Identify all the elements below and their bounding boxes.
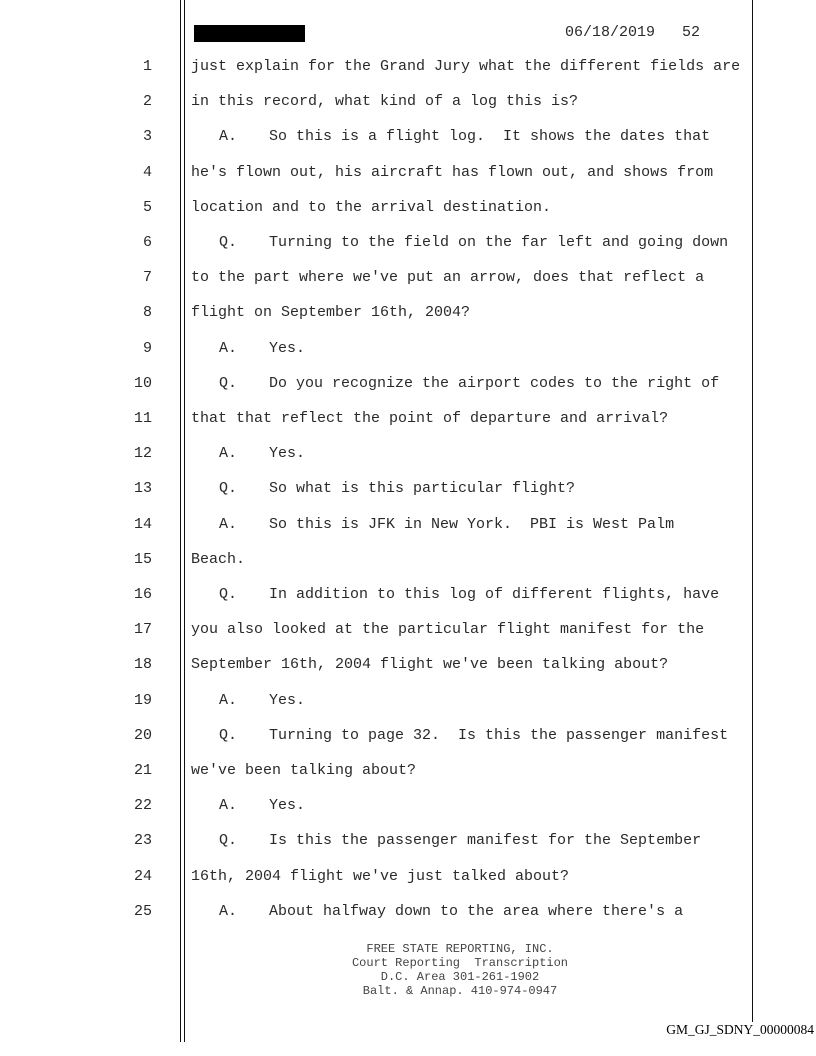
transcript-line bbox=[0, 655, 816, 675]
line-text bbox=[219, 796, 305, 816]
line-number: 3 bbox=[142, 128, 152, 146]
speaker-label: Q. bbox=[219, 374, 238, 392]
transcript-line bbox=[0, 268, 816, 288]
line-text bbox=[191, 57, 740, 77]
speaker-label: Q. bbox=[219, 586, 238, 603]
line-number: 7 bbox=[142, 269, 152, 287]
transcript-line bbox=[0, 303, 816, 323]
line-number: 13 bbox=[133, 480, 152, 498]
line-text bbox=[191, 867, 569, 887]
transcript-line bbox=[0, 339, 816, 359]
transcript-line bbox=[0, 92, 816, 112]
line-text bbox=[191, 620, 704, 640]
speaker-label: A. bbox=[219, 902, 238, 920]
line-content: Beach. bbox=[191, 550, 246, 568]
line-content: 16th, 2004 flight we've just talked about? bbox=[191, 867, 570, 885]
transcript-line bbox=[0, 585, 816, 605]
line-number: 19 bbox=[133, 691, 152, 709]
footer-dc-phone: D.C. Area 301-261-1902 bbox=[380, 970, 540, 984]
line-number: 18 bbox=[133, 656, 152, 674]
line-text bbox=[191, 268, 704, 288]
line-number: 8 bbox=[142, 304, 152, 322]
line-content: Yes. bbox=[269, 797, 306, 815]
line-text bbox=[191, 761, 416, 781]
line-number: 24 bbox=[133, 867, 152, 885]
line-number: 16 bbox=[133, 586, 152, 603]
line-number: 23 bbox=[133, 832, 152, 850]
transcript-line bbox=[0, 902, 816, 922]
line-number: 2 bbox=[142, 93, 152, 111]
transcript-line bbox=[0, 374, 816, 394]
line-text bbox=[219, 691, 305, 711]
line-number: 10 bbox=[133, 374, 152, 392]
line-content: to the part where we've put an arrow, does that reflect a bbox=[191, 269, 705, 287]
line-text bbox=[219, 339, 305, 359]
line-text bbox=[191, 550, 245, 570]
line-text bbox=[219, 233, 728, 253]
line-content: that that reflect the point of departure and arrival? bbox=[191, 410, 669, 427]
redaction-box bbox=[194, 25, 305, 42]
reporter-footer bbox=[260, 942, 660, 998]
line-number: 21 bbox=[133, 762, 152, 779]
line-text bbox=[219, 726, 728, 746]
line-content: September 16th, 2004 flight we've been talking about? bbox=[191, 656, 669, 674]
transcript-line bbox=[0, 761, 816, 781]
line-number: 6 bbox=[142, 234, 152, 251]
line-content: Yes. bbox=[269, 445, 306, 463]
transcript-line bbox=[0, 831, 816, 851]
transcript-line bbox=[0, 233, 816, 253]
speaker-label: Q. bbox=[219, 480, 238, 498]
transcript-line bbox=[0, 163, 816, 183]
line-text bbox=[219, 831, 701, 851]
line-text bbox=[191, 163, 713, 183]
line-content: Turning to page 32. Is this the passenger manifest bbox=[269, 726, 729, 744]
line-text bbox=[191, 409, 668, 429]
speaker-label: A. bbox=[219, 797, 238, 815]
line-content: In addition to this log of different flights, have bbox=[269, 586, 720, 603]
line-content: location and to the arrival destination. bbox=[191, 198, 552, 216]
line-content: Is this the passenger manifest for the September bbox=[269, 832, 702, 850]
transcript-line bbox=[0, 867, 816, 887]
line-number: 25 bbox=[133, 902, 152, 920]
footer-balt-phone: Balt. & Annap. 410-974-0947 bbox=[362, 984, 558, 998]
line-text bbox=[191, 303, 470, 323]
line-text bbox=[219, 515, 674, 535]
line-text bbox=[191, 655, 668, 675]
line-text bbox=[191, 92, 578, 112]
speaker-label: A. bbox=[219, 445, 238, 463]
transcript-line bbox=[0, 620, 816, 640]
speaker-label: Q. bbox=[219, 832, 238, 850]
line-text bbox=[219, 444, 305, 464]
line-number: 4 bbox=[142, 163, 152, 181]
line-number: 5 bbox=[142, 198, 152, 216]
line-content: Yes. bbox=[269, 691, 306, 709]
transcript-line bbox=[0, 691, 816, 711]
transcript-line bbox=[0, 796, 816, 816]
line-content: So this is a flight log. It shows the dates that bbox=[269, 128, 711, 146]
line-content: So this is JFK in New York. PBI is West Palm bbox=[269, 515, 675, 533]
speaker-label: A. bbox=[219, 128, 238, 146]
transcript-line bbox=[0, 198, 816, 218]
line-number: 17 bbox=[133, 621, 152, 639]
speaker-label: A. bbox=[219, 339, 238, 357]
transcript-line bbox=[0, 726, 816, 746]
line-number: 22 bbox=[133, 797, 152, 815]
speaker-label: A. bbox=[219, 515, 238, 533]
header-date: 06/18/2019 bbox=[565, 24, 656, 41]
line-content: Do you recognize the airport codes to the right of bbox=[269, 374, 720, 392]
line-text bbox=[219, 902, 683, 922]
transcript-line bbox=[0, 57, 816, 77]
line-number: 14 bbox=[133, 515, 152, 533]
transcript-line bbox=[0, 127, 816, 147]
transcript-line bbox=[0, 515, 816, 535]
line-content: Turning to the field on the far left and going down bbox=[269, 234, 729, 251]
footer-company: FREE STATE REPORTING, INC. bbox=[366, 942, 554, 956]
bates-number: GM_GJ_SDNY_00000084 bbox=[666, 1022, 814, 1037]
transcript-line bbox=[0, 479, 816, 499]
line-content: Yes. bbox=[269, 339, 306, 357]
speaker-label: A. bbox=[219, 691, 238, 709]
line-content: you also looked at the particular flight manifest for the bbox=[191, 621, 705, 639]
line-number: 12 bbox=[133, 445, 152, 463]
line-number: 20 bbox=[133, 726, 152, 744]
transcript-line bbox=[0, 409, 816, 429]
line-content: he's flown out, his aircraft has flown out, and shows from bbox=[191, 163, 714, 181]
transcript-line bbox=[0, 550, 816, 570]
line-text bbox=[219, 374, 719, 394]
header-page-number: 52 bbox=[682, 24, 701, 41]
line-number: 11 bbox=[133, 410, 152, 427]
line-number: 1 bbox=[142, 58, 152, 75]
speaker-label: Q. bbox=[219, 726, 238, 744]
line-number: 15 bbox=[133, 550, 152, 568]
line-content: So what is this particular flight? bbox=[269, 480, 576, 498]
line-content: About halfway down to the area where there's a bbox=[269, 902, 684, 920]
line-content: we've been talking about? bbox=[191, 762, 417, 779]
line-number: 9 bbox=[142, 339, 152, 357]
page-header bbox=[565, 24, 700, 41]
transcript-line bbox=[0, 444, 816, 464]
line-content: just explain for the Grand Jury what the different fields are bbox=[191, 58, 741, 75]
line-text bbox=[191, 198, 551, 218]
line-content: flight on September 16th, 2004? bbox=[191, 304, 471, 322]
line-text bbox=[219, 127, 710, 147]
line-content: in this record, what kind of a log this is? bbox=[191, 93, 579, 111]
line-text bbox=[219, 585, 719, 605]
speaker-label: Q. bbox=[219, 234, 238, 251]
footer-services: Court Reporting Transcription bbox=[351, 956, 569, 970]
line-text bbox=[219, 479, 575, 499]
